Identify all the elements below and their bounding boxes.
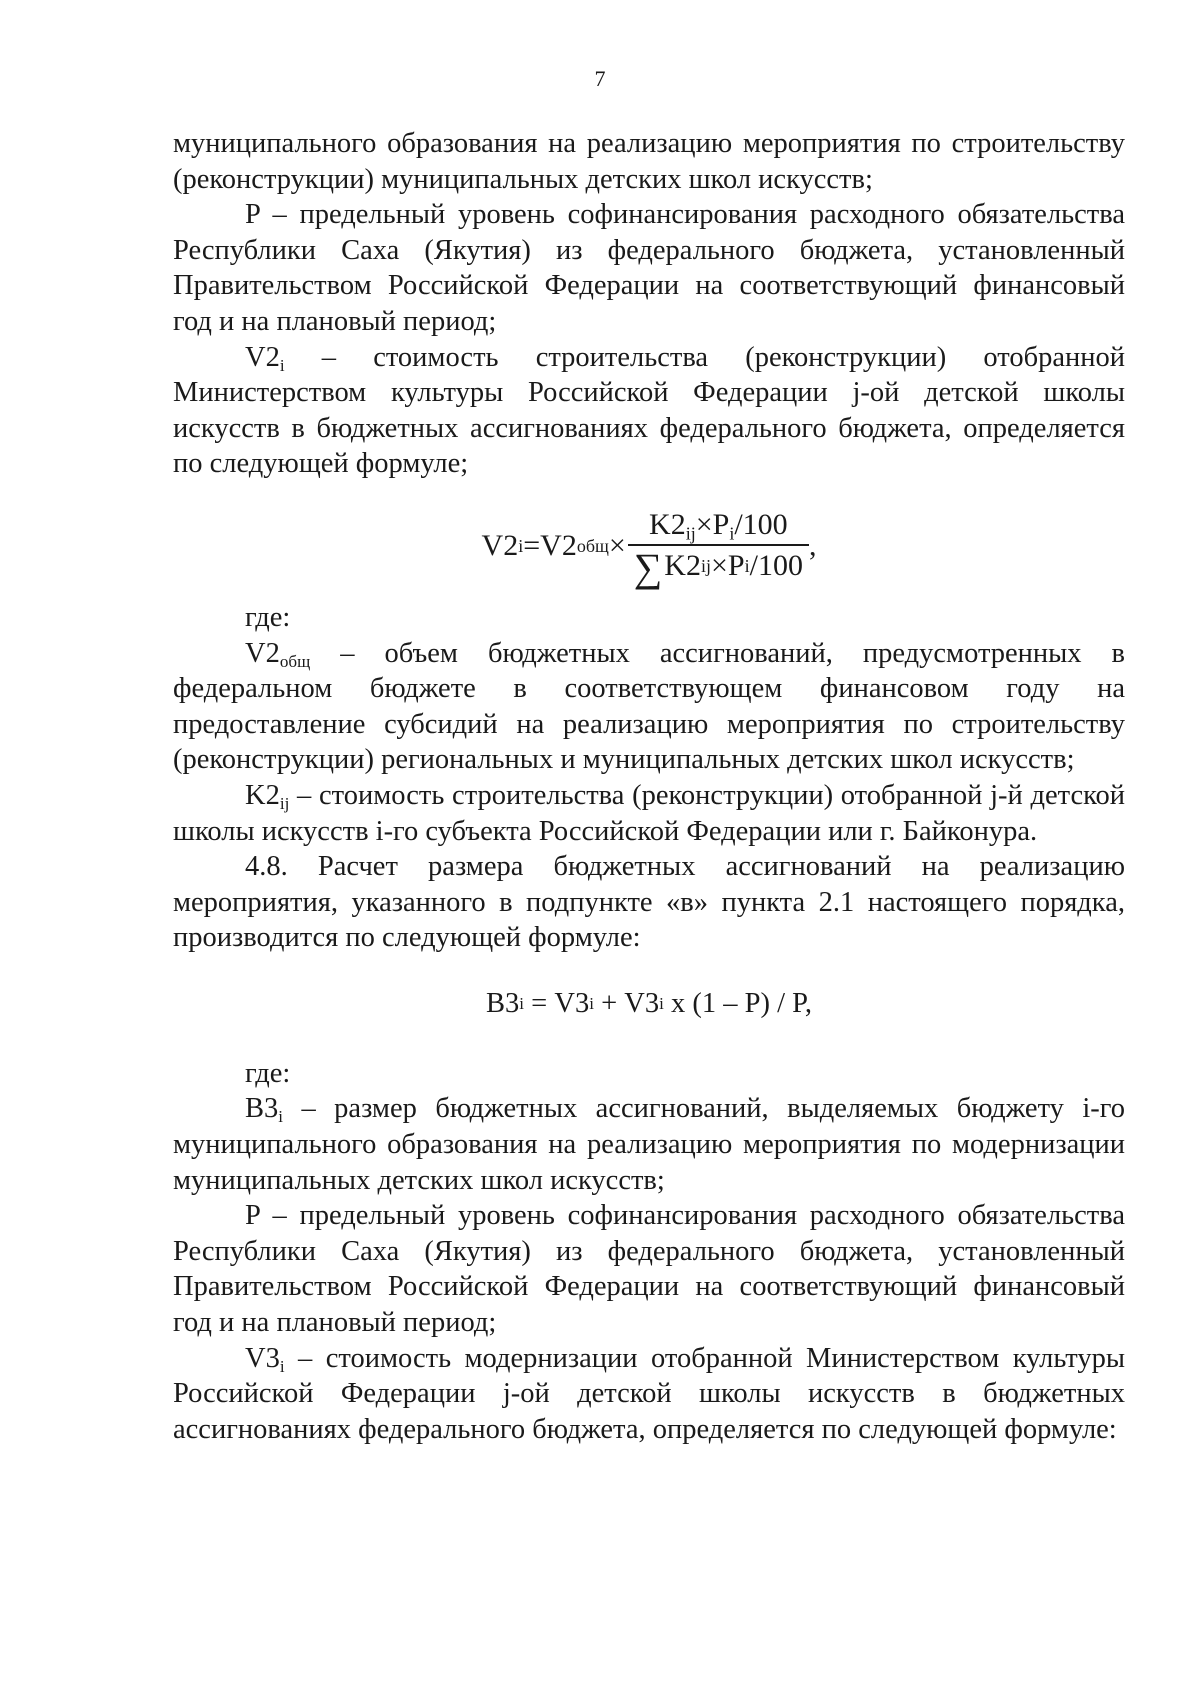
symbol: V3 [245,1342,280,1374]
formula-symbol: K2 [664,548,701,582]
formula-symbol: V2 [540,529,577,563]
symbol: K2 [245,779,280,811]
symbol-subscript: i [279,1356,285,1376]
where-label: где: [245,1057,291,1089]
formula-symbol: B3 [486,988,520,1020]
paragraph-v2obsch-definition [173,636,1125,778]
formula-equals: = [523,529,541,563]
page-number: 7 [594,66,606,91]
definition-text: – стоимость строительства (реконструкции) отобранной j-й детской школы искусств i-го субъекта Российской Федерации или г. Байконура. [173,779,1125,847]
formula-subscript: ij [685,523,696,544]
definition-text: – стоимость строительства (реконструкции) отобранной Министерством культуры Российской Федерации j-ой детской школы искусств в бюджетных ассигнованиях федерального бюджета, определяется по следующей формуле; [173,341,1125,480]
paragraph: муниципального образования на реализацию мероприятия по строительству (реконструкции) муниципальных детских школ искусств; [173,128,1125,195]
fraction-numerator [643,508,794,544]
formula-lhs: V2 i = V2 общ × $K2_{ij}\times P_i/100$ ∑ K2 ij ×P i /100 , [481,508,817,590]
formula-subscript: i [729,523,735,544]
definition-text: – объем бюджетных ассигнований, предусмотренных в федеральном бюджете в соответствующем финансовом году на предоставление субсидий на реализацию мероприятия по строительству (реконструкции) региональных и муниципальных детских школ искусств; [173,637,1125,776]
formula-expression: x (1 – P) / P, [663,988,812,1020]
symbol: V2 [245,637,280,669]
paragraph: P – предельный уровень софинансирования расходного обязательства Республики Саха (Якутия) из федерального бюджета, установленный Правительством Российской Федерации на соответствующий финансовый год и на плановый период; [173,1200,1125,1339]
fraction-denominator: ∑ K2 ij ×P i /100 [633,544,803,590]
formula-symbol: V3 [554,988,590,1020]
formula-symbol: V3 [624,988,660,1020]
formula-symbol: /100 [734,508,788,542]
definition-text: – стоимость модернизации отобранной Министерством культуры Российской Федерации j-ой детской школы искусств в бюджетных ассигнованиях федерального бюджета, определяется по следующей формуле: [173,1342,1125,1445]
paragraph-v2i-definition [173,340,1125,482]
formula-trailing-comma: , [808,529,817,563]
document-body [173,126,1125,1447]
formula-symbol: /100 [749,548,803,582]
symbol-subscript: ij [279,794,290,814]
formula-b3i: B3 i = V3 i + V3 i x (1 – P) / P, [173,956,1125,1056]
definition-text: – размер бюджетных ассигнований, выделяемых бюджету i-го муниципального образования на реализацию мероприятия по модернизации муниципальных детских школ искусств; [173,1093,1125,1196]
symbol-subscript: i [278,1107,284,1127]
paragraph-k2ij-definition [173,778,1125,849]
paragraph-v3i-definition [173,1341,1125,1448]
paragraph-section-4-8: 4.8. Расчет размера бюджетных ассигнований на реализацию мероприятия, указанного в подпункте «в» пункта 2.1 настоящего порядка, производится по следующей формуле: [173,851,1125,954]
formula-symbol: ×P [695,508,730,542]
symbol-subscript: i [279,355,285,375]
symbol: V2 [245,341,280,373]
formula-v2i [173,482,1125,594]
where-label: где: [245,601,291,633]
paragraph-b3i-definition [173,1091,1125,1198]
formula-symbol: K2 [649,508,686,542]
formula-symbol: ×P [710,548,745,582]
formula-operator: × [608,529,626,563]
formula-equals: = [524,988,555,1020]
formula-symbol: V2 [481,529,519,563]
paragraph: P – предельный уровень софинансирования расходного обязательства Республики Саха (Якутия) из федерального бюджета, установленный Правительством Российской Федерации на соответствующий финансовый год и на плановый период; [173,199,1125,337]
formula-operator: + [593,988,625,1020]
sigma-icon: ∑ [633,544,663,590]
symbol-subscript: общ [279,651,311,671]
symbol: B3 [245,1093,279,1125]
